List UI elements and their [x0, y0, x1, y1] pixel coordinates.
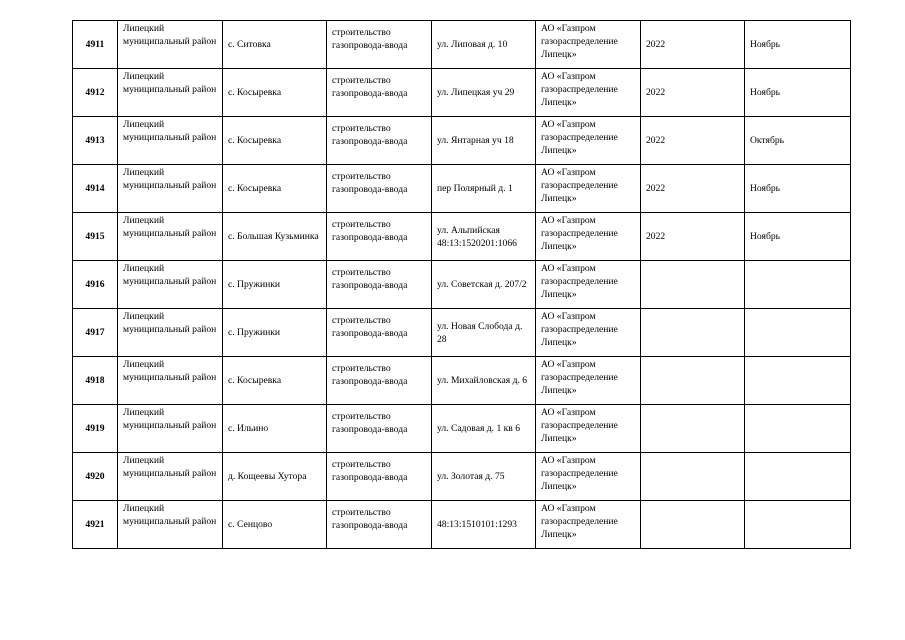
organization-text: АО «Газпром газораспределение Липецк» — [541, 407, 618, 444]
row-number-cell — [73, 309, 118, 357]
district-text: Липецкий муниципальный район — [123, 503, 217, 527]
row-number-text: 4916 — [85, 279, 105, 290]
address-text: ул. Новая Слобода д. 28 — [437, 320, 523, 345]
work-type-cell — [327, 309, 432, 357]
work-type-cell — [327, 165, 432, 213]
district-cell — [118, 21, 223, 69]
year-cell — [641, 501, 745, 549]
organization-text: АО «Газпром газораспределение Липецк» — [541, 455, 618, 492]
row-number-cell — [73, 69, 118, 117]
organization-cell — [536, 453, 641, 501]
row-number-text: 4919 — [85, 423, 105, 434]
row-number-text: 4915 — [85, 231, 105, 242]
organization-cell — [536, 213, 641, 261]
month-cell — [745, 453, 851, 501]
table-row — [73, 453, 851, 501]
year-text: 2022 — [646, 183, 666, 194]
settlement-text: с. Косыревка — [228, 183, 282, 194]
district-cell — [118, 117, 223, 165]
row-number-cell — [73, 165, 118, 213]
work-type-cell — [327, 69, 432, 117]
work-type-cell — [327, 357, 432, 405]
records-table — [72, 20, 851, 549]
organization-cell — [536, 357, 641, 405]
work-type-text: строительство газопровода-ввода — [332, 410, 408, 435]
organization-cell — [536, 21, 641, 69]
address-text: ул. Липецкая уч 29 — [437, 87, 515, 98]
table-row — [73, 165, 851, 213]
table-row — [73, 357, 851, 405]
address-cell — [432, 117, 536, 165]
month-cell — [745, 213, 851, 261]
district-text: Липецкий муниципальный район — [123, 167, 217, 191]
address-text: ул. Садовая д. 1 кв 6 — [437, 423, 521, 434]
settlement-cell — [223, 69, 327, 117]
organization-text: АО «Газпром газораспределение Липецк» — [541, 503, 618, 540]
settlement-text: с. Пружинки — [228, 279, 281, 290]
address-text: ул. Михайловская д. 6 — [437, 375, 528, 386]
district-text: Липецкий муниципальный район — [123, 407, 217, 431]
district-cell — [118, 69, 223, 117]
work-type-text: строительство газопровода-ввода — [332, 266, 408, 291]
organization-text: АО «Газпром газораспределение Липецк» — [541, 23, 618, 60]
year-text: 2022 — [646, 39, 666, 50]
work-type-text: строительство газопровода-ввода — [332, 122, 408, 147]
work-type-text: строительство газопровода-ввода — [332, 506, 408, 531]
address-cell — [432, 309, 536, 357]
organization-text: АО «Газпром газораспределение Липецк» — [541, 119, 618, 156]
organization-text: АО «Газпром газораспределение Липецк» — [541, 263, 618, 300]
work-type-text: строительство газопровода-ввода — [332, 26, 408, 51]
year-text: 2022 — [646, 231, 666, 242]
work-type-cell — [327, 21, 432, 69]
settlement-cell — [223, 453, 327, 501]
row-number-cell — [73, 117, 118, 165]
work-type-text: строительство газопровода-ввода — [332, 74, 408, 99]
month-cell — [745, 405, 851, 453]
settlement-cell — [223, 501, 327, 549]
row-number-text: 4921 — [85, 519, 105, 530]
table-row — [73, 501, 851, 549]
year-cell — [641, 357, 745, 405]
address-text: ул. Янтарная уч 18 — [437, 135, 514, 146]
address-text: ул. Золотая д. 75 — [437, 471, 505, 482]
address-text: ул. Липовая д. 10 — [437, 39, 508, 50]
district-cell — [118, 453, 223, 501]
month-text: Ноябрь — [750, 39, 781, 50]
month-text: Ноябрь — [750, 87, 781, 98]
district-text: Липецкий муниципальный район — [123, 311, 217, 335]
address-cell — [432, 453, 536, 501]
organization-cell — [536, 261, 641, 309]
work-type-text: строительство газопровода-ввода — [332, 458, 408, 483]
table-row — [73, 69, 851, 117]
address-text: пер Полярный д. 1 — [437, 183, 513, 194]
district-cell — [118, 501, 223, 549]
settlement-cell — [223, 165, 327, 213]
district-text: Липецкий муниципальный район — [123, 119, 217, 143]
row-number-text: 4911 — [85, 39, 105, 50]
month-cell — [745, 117, 851, 165]
settlement-text: с. Косыревка — [228, 87, 282, 98]
settlement-cell — [223, 213, 327, 261]
organization-cell — [536, 69, 641, 117]
row-number-text: 4917 — [85, 327, 105, 338]
work-type-text: строительство газопровода-ввода — [332, 218, 408, 243]
row-number-cell — [73, 213, 118, 261]
year-cell — [641, 453, 745, 501]
address-cell — [432, 213, 536, 261]
year-cell — [641, 405, 745, 453]
table-body — [73, 21, 851, 549]
row-number-text: 4912 — [85, 87, 105, 98]
organization-text: АО «Газпром газораспределение Липецк» — [541, 167, 618, 204]
table-row — [73, 405, 851, 453]
district-cell — [118, 405, 223, 453]
settlement-text: с. Сенцово — [228, 519, 273, 530]
district-cell — [118, 213, 223, 261]
settlement-cell — [223, 21, 327, 69]
row-number-cell — [73, 405, 118, 453]
work-type-text: строительство газопровода-ввода — [332, 314, 408, 339]
address-text: ул. Советская д. 207/2 — [437, 279, 527, 290]
year-cell — [641, 21, 745, 69]
district-text: Липецкий муниципальный район — [123, 215, 217, 239]
settlement-text: с. Пружинки — [228, 327, 281, 338]
organization-text: АО «Газпром газораспределение Липецк» — [541, 215, 618, 252]
settlement-cell — [223, 117, 327, 165]
row-number-cell — [73, 453, 118, 501]
work-type-text: строительство газопровода-ввода — [332, 362, 408, 387]
settlement-text: с. Косыревка — [228, 375, 282, 386]
settlement-text: с. Ильино — [228, 423, 269, 434]
table-row — [73, 117, 851, 165]
month-cell — [745, 309, 851, 357]
month-cell — [745, 165, 851, 213]
address-cell — [432, 21, 536, 69]
organization-cell — [536, 117, 641, 165]
year-cell — [641, 165, 745, 213]
month-cell — [745, 69, 851, 117]
settlement-text: с. Косыревка — [228, 135, 282, 146]
work-type-cell — [327, 501, 432, 549]
district-text: Липецкий муниципальный район — [123, 455, 217, 479]
district-cell — [118, 357, 223, 405]
work-type-cell — [327, 453, 432, 501]
month-text: Ноябрь — [750, 183, 781, 194]
district-cell — [118, 165, 223, 213]
organization-cell — [536, 309, 641, 357]
year-text: 2022 — [646, 135, 666, 146]
table-row — [73, 21, 851, 69]
settlement-cell — [223, 357, 327, 405]
district-cell — [118, 261, 223, 309]
organization-text: АО «Газпром газораспределение Липецк» — [541, 311, 618, 348]
year-cell — [641, 309, 745, 357]
district-text: Липецкий муниципальный район — [123, 263, 217, 287]
settlement-cell — [223, 405, 327, 453]
work-type-text: строительство газопровода-ввода — [332, 170, 408, 195]
year-cell — [641, 213, 745, 261]
work-type-cell — [327, 405, 432, 453]
row-number-cell — [73, 357, 118, 405]
month-cell — [745, 261, 851, 309]
year-text: 2022 — [646, 87, 666, 98]
year-cell — [641, 261, 745, 309]
organization-cell — [536, 165, 641, 213]
year-cell — [641, 69, 745, 117]
organization-text: АО «Газпром газораспределение Липецк» — [541, 71, 618, 108]
table-row — [73, 213, 851, 261]
settlement-text: с. Ситовка — [228, 39, 271, 50]
row-number-text: 4918 — [85, 375, 105, 386]
address-cell — [432, 69, 536, 117]
row-number-cell — [73, 21, 118, 69]
address-cell — [432, 357, 536, 405]
work-type-cell — [327, 213, 432, 261]
district-text: Липецкий муниципальный район — [123, 71, 217, 95]
month-cell — [745, 357, 851, 405]
month-cell — [745, 501, 851, 549]
address-cell — [432, 261, 536, 309]
address-text: 48:13:1510101:1293 — [437, 519, 517, 530]
address-cell — [432, 501, 536, 549]
address-text: ул. Альпийская 48:13:1520201:1066 — [437, 224, 517, 249]
row-number-cell — [73, 501, 118, 549]
organization-text: АО «Газпром газораспределение Липецк» — [541, 359, 618, 396]
row-number-text: 4920 — [85, 471, 105, 482]
settlement-cell — [223, 261, 327, 309]
settlement-text: с. Большая Кузьминка — [228, 231, 319, 242]
address-cell — [432, 405, 536, 453]
settlement-text: д. Кощеевы Хутора — [228, 471, 307, 482]
organization-cell — [536, 501, 641, 549]
row-number-text: 4913 — [85, 135, 105, 146]
address-cell — [432, 165, 536, 213]
work-type-cell — [327, 261, 432, 309]
row-number-text: 4914 — [85, 183, 105, 194]
organization-cell — [536, 405, 641, 453]
district-cell — [118, 309, 223, 357]
month-text: Октябрь — [750, 135, 784, 146]
year-cell — [641, 117, 745, 165]
month-cell — [745, 21, 851, 69]
settlement-cell — [223, 309, 327, 357]
table-row — [73, 309, 851, 357]
table-row — [73, 261, 851, 309]
work-type-cell — [327, 117, 432, 165]
district-text: Липецкий муниципальный район — [123, 23, 217, 47]
district-text: Липецкий муниципальный район — [123, 359, 217, 383]
month-text: Ноябрь — [750, 231, 781, 242]
row-number-cell — [73, 261, 118, 309]
